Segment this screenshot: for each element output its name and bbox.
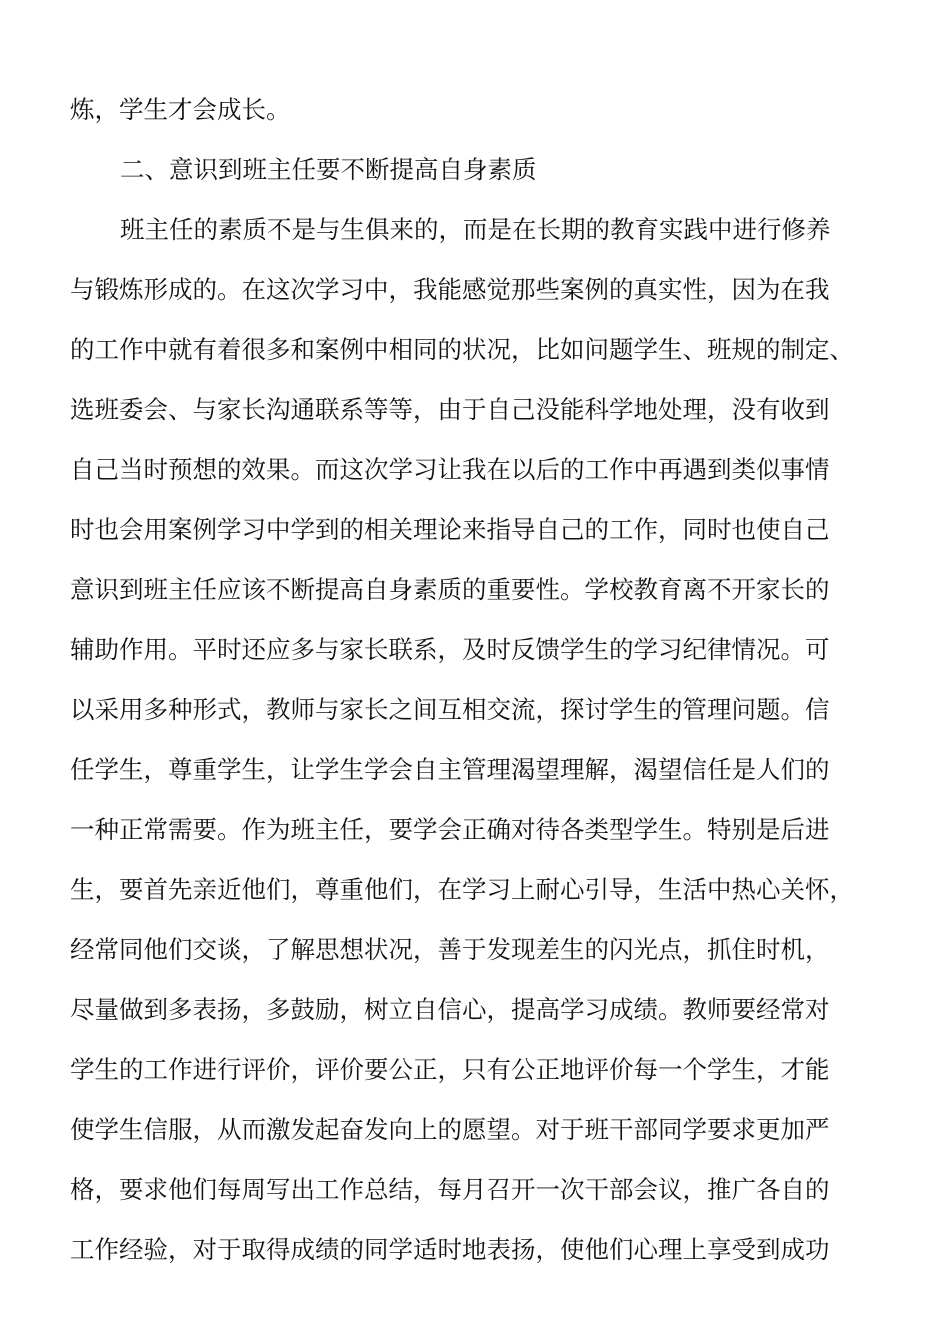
text-line: 意识到班主任应该不断提高自身素质的重要性。学校教育离不开家长的 xyxy=(70,575,830,604)
text-line: 选班委会、与家长沟通联系等等，由于自己没能科学地处理，没有收到 xyxy=(70,395,830,424)
text-line: 自己当时预想的效果。而这次学习让我在以后的工作中再遇到类似事情 xyxy=(70,455,830,484)
text-line: 以采用多种形式，教师与家长之间互相交流，探讨学生的管理问题。信 xyxy=(70,695,830,724)
text-line: 一种正常需要。作为班主任，要学会正确对待各类型学生。特别是后进 xyxy=(70,815,830,844)
text-line: 时也会用案例学习中学到的相关理论来指导自己的工作，同时也使自己 xyxy=(70,515,830,544)
text-line: 学生的工作进行评价，评价要公正，只有公正地评价每一个学生，才能 xyxy=(70,1055,830,1084)
text-line: 经常同他们交谈，了解思想状况，善于发现差生的闪光点，抓住时机， xyxy=(70,935,830,964)
text-line: 班主任的素质不是与生俱来的，而是在长期的教育实践中进行修养 xyxy=(120,215,831,244)
text-line: 尽量做到多表扬，多鼓励，树立自信心，提高学习成绩。教师要经常对 xyxy=(70,995,830,1024)
text-line: 辅助作用。平时还应多与家长联系，及时反馈学生的学习纪律情况。可 xyxy=(70,635,830,664)
text-line: 任学生，尊重学生，让学生学会自主管理渴望理解，渴望信任是人们的 xyxy=(70,755,830,784)
text-line: 使学生信服，从而激发起奋发向上的愿望。对于班干部同学要求更加严 xyxy=(70,1115,830,1144)
text-line: 格，要求他们每周写出工作总结，每月召开一次干部会议，推广各自的 xyxy=(70,1175,830,1204)
text-line: 炼，学生才会成长。 xyxy=(70,95,291,124)
text-line: 生，要首先亲近他们，尊重他们，在学习上耐心引导，生活中热心关怀， xyxy=(70,875,854,904)
text-line: 工作经验，对于取得成绩的同学适时地表扬，使他们心理上享受到成功 xyxy=(70,1235,830,1264)
section-heading: 二、意识到班主任要不断提高自身素质 xyxy=(120,155,537,184)
text-line: 与锻炼形成的。在这次学习中，我能感觉那些案例的真实性，因为在我 xyxy=(70,275,830,304)
text-line: 的工作中就有着很多和案例中相同的状况，比如问题学生、班规的制定、 xyxy=(70,335,854,364)
